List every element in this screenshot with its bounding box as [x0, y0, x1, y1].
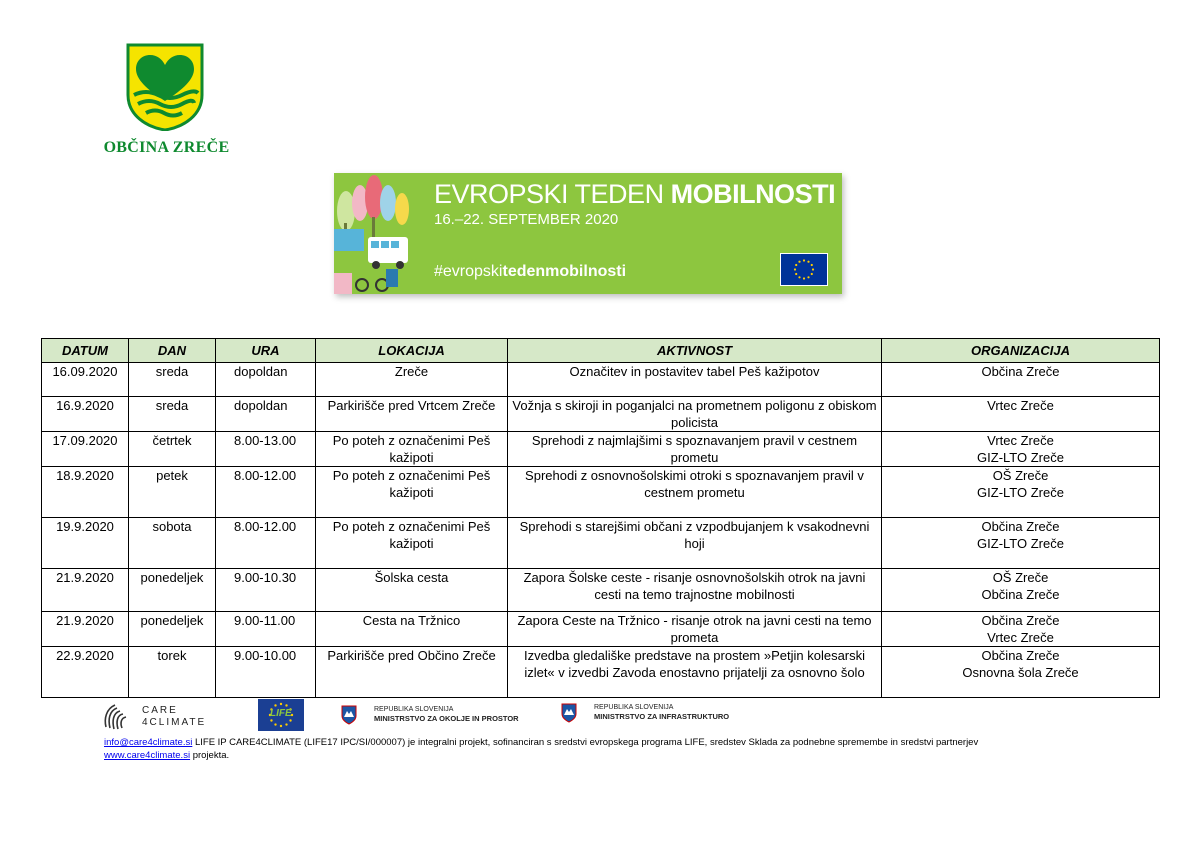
eu-star — [285, 723, 287, 725]
hashtag-bold: tedenmobilnosti — [502, 263, 627, 280]
cell-ura: 9.00-10.30 — [216, 569, 316, 612]
cell-dan: sreda — [129, 397, 216, 432]
table-row — [42, 397, 1160, 432]
cell-organizacija — [882, 612, 1160, 647]
table-row — [42, 363, 1160, 397]
organization-name: GIZ-LTO Zreče — [977, 449, 1064, 465]
organization-name: Občina Zreče — [981, 519, 1060, 534]
cell-datum: 18.9.2020 — [42, 467, 129, 518]
col-header-ura: URA — [216, 339, 316, 363]
cell-organizacija — [882, 569, 1160, 612]
eu-star — [811, 273, 813, 275]
cell-aktivnost: Izvedba gledališke predstave na prostem »Petjin kolesarski izlet« v izvedbi Zavoda enostavno prijatelji za osnovno šolo — [508, 647, 882, 698]
slovenia-crest-icon — [561, 703, 577, 723]
cell-organizacija — [882, 363, 1160, 397]
partner-logos — [98, 697, 798, 735]
eu-flag-icon — [780, 253, 828, 286]
cell-dan: ponedeljek — [129, 569, 216, 612]
organization-name: Osnovna šola Zreče — [962, 664, 1079, 680]
cell-ura: 8.00-12.00 — [216, 467, 316, 518]
eu-star — [803, 259, 805, 261]
hashtag-regular: #evropski — [434, 263, 503, 280]
ministry-env-line-2: MINISTRSTVO ZA OKOLJE IN PROSTOR — [374, 714, 519, 723]
cell-dan: sreda — [129, 363, 216, 397]
cell-ura: 8.00-12.00 — [216, 518, 316, 569]
cell-lokacija: Po poteh z označenimi Peš kažipoti — [316, 432, 508, 467]
organization-name: Občina Zreče — [981, 586, 1060, 602]
table-row — [42, 467, 1160, 518]
cell-datum: 21.9.2020 — [42, 612, 129, 647]
cell-lokacija: Po poteh z označenimi Peš kažipoti — [316, 467, 508, 518]
eu-star — [803, 277, 805, 279]
fingerprint-icon — [100, 701, 130, 731]
ministry-env-line-1: REPUBLIKA SLOVENIJA — [374, 706, 454, 713]
col-header-aktivnost: AKTIVNOST — [508, 339, 882, 363]
cell-organizacija — [882, 518, 1160, 569]
municipality-name: OBČINA ZREČE — [103, 139, 230, 156]
cell-ura: dopoldan — [216, 397, 316, 432]
cell-aktivnost: Zapora Šolske ceste - risanje osnovnošolskih otrok na javni cesti na temo trajnostne mobilnosti — [508, 569, 882, 612]
eu-star — [274, 723, 276, 725]
slovenia-crest-icon — [341, 705, 357, 725]
schedule-table — [41, 338, 1160, 698]
organization-name: Vrtec Zreče — [987, 433, 1054, 448]
table-row — [42, 569, 1160, 612]
cell-dan: ponedeljek — [129, 612, 216, 647]
cell-organizacija — [882, 432, 1160, 467]
ministry-infra-line-1: REPUBLIKA SLOVENIJA — [594, 704, 674, 711]
organization-name: OŠ Zreče — [992, 570, 1049, 585]
care4climate-line-1: CARE — [142, 705, 178, 716]
cell-dan: torek — [129, 647, 216, 698]
cell-ura: dopoldan — [216, 363, 316, 397]
organization-name: Občina Zreče — [981, 648, 1060, 663]
ministry-infrastructure-logo — [594, 703, 729, 721]
banner-title-regular: EVROPSKI TEDEN — [434, 179, 671, 209]
organization-name: Vrtec Zreče — [987, 629, 1054, 645]
eu-star — [807, 276, 809, 278]
cell-dan: petek — [129, 467, 216, 518]
cell-datum: 21.9.2020 — [42, 569, 129, 612]
banner-title — [434, 179, 835, 210]
city-illustration — [334, 173, 426, 294]
cell-datum: 16.09.2020 — [42, 363, 129, 397]
table-row — [42, 647, 1160, 698]
eu-star — [270, 719, 272, 721]
cell-lokacija: Zreče — [316, 363, 508, 397]
email-link[interactable]: info@care4climate.si — [104, 737, 193, 748]
life-logo — [258, 699, 304, 731]
cell-aktivnost: Vožnja s skiroji in poganjalci na prometnem poligonu z obiskom policista — [508, 397, 882, 432]
table-row — [42, 612, 1160, 647]
organization-name: GIZ-LTO Zreče — [977, 535, 1064, 551]
cell-organizacija — [882, 467, 1160, 518]
cell-datum: 22.9.2020 — [42, 647, 129, 698]
table-row — [42, 432, 1160, 467]
cell-datum: 16.9.2020 — [42, 397, 129, 432]
cell-aktivnost: Sprehodi s starejšimi občani z vzpodbujanjem k vsakodnevni hoji — [508, 518, 882, 569]
eu-star — [280, 703, 282, 705]
banner-title-bold: MOBILNOSTI — [670, 179, 836, 209]
organization-name: OŠ Zreče — [992, 468, 1049, 483]
banner-dates: 16.–22. SEPTEMBER 2020 — [434, 211, 619, 228]
eu-star — [274, 704, 276, 706]
footer-text-line-1: LIFE IP CARE4CLIMATE (LIFE17 IPC/SI/000007) je integralni projekt, sofinanciran s sredstvi evropskega programa LIFE, sredstev Sklada za podnebne spremembe in sredstvi partnerjev — [192, 737, 979, 748]
cell-ura: 8.00-13.00 — [216, 432, 316, 467]
cell-organizacija — [882, 647, 1160, 698]
table-row — [42, 518, 1160, 569]
mobility-week-banner — [334, 173, 842, 294]
col-header-datum: DATUM — [42, 339, 129, 363]
footer-text — [104, 736, 1104, 762]
cell-lokacija: Šolska cesta — [316, 569, 508, 612]
eu-star — [811, 264, 813, 266]
cell-lokacija: Parkirišče pred Vrtcem Zreče — [316, 397, 508, 432]
eu-star — [285, 704, 287, 706]
organization-name: GIZ-LTO Zreče — [977, 484, 1064, 500]
footer-line-2 — [104, 749, 1104, 762]
organization-name: Občina Zreče — [981, 613, 1060, 628]
footer-text-line-2: projekta. — [190, 750, 230, 761]
cell-aktivnost: Zapora Ceste na Tržnico - risanje otrok na javni cesti na temo prometa — [508, 612, 882, 647]
cell-aktivnost: Označitev in postavitev tabel Peš kažipotov — [508, 363, 882, 397]
cell-organizacija — [882, 397, 1160, 432]
life-logo-text: LIFE — [270, 708, 292, 719]
cell-dan: sobota — [129, 518, 216, 569]
municipality-crest-logo — [126, 43, 204, 131]
schedule-table-body — [42, 363, 1160, 698]
eu-star — [807, 261, 809, 263]
eu-star — [798, 276, 800, 278]
col-header-organizacija: ORGANIZACIJA — [882, 339, 1160, 363]
table-header-row — [42, 339, 1160, 363]
ministry-environment-logo — [374, 705, 519, 723]
cell-lokacija: Cesta na Tržnico — [316, 612, 508, 647]
col-header-dan: DAN — [129, 339, 216, 363]
cell-lokacija: Parkirišče pred Občino Zreče — [316, 647, 508, 698]
cell-datum: 19.9.2020 — [42, 518, 129, 569]
cell-aktivnost: Sprehodi z osnovnošolskimi otroki s spoznavanjem pravil v cestnem prometu — [508, 467, 882, 518]
banner-hashtag — [434, 263, 626, 281]
cell-lokacija: Po poteh z označenimi Peš kažipoti — [316, 518, 508, 569]
eu-star — [280, 725, 282, 727]
eu-star — [795, 273, 797, 275]
cell-datum: 17.09.2020 — [42, 432, 129, 467]
care4climate-logo — [142, 705, 206, 729]
organization-name: Vrtec Zreče — [987, 398, 1054, 413]
cell-aktivnost: Sprehodi z najmlajšimi s spoznavanjem pravil v cestnem prometu — [508, 432, 882, 467]
eu-star — [794, 268, 796, 270]
eu-star — [798, 261, 800, 263]
eu-star — [795, 264, 797, 266]
cell-dan: četrtek — [129, 432, 216, 467]
col-header-lokacija: LOKACIJA — [316, 339, 508, 363]
cell-ura: 9.00-11.00 — [216, 612, 316, 647]
organization-name: Občina Zreče — [981, 364, 1060, 379]
eu-star — [289, 719, 291, 721]
cell-ura: 9.00-10.00 — [216, 647, 316, 698]
footer-line-1 — [104, 736, 1104, 749]
care4climate-line-2: 4CLIMATE — [142, 717, 207, 728]
eu-star — [812, 268, 814, 270]
website-link[interactable]: www.care4climate.si — [104, 750, 191, 761]
ministry-infra-line-2: MINISTRSTVO ZA INFRASTRUKTURO — [594, 712, 730, 721]
